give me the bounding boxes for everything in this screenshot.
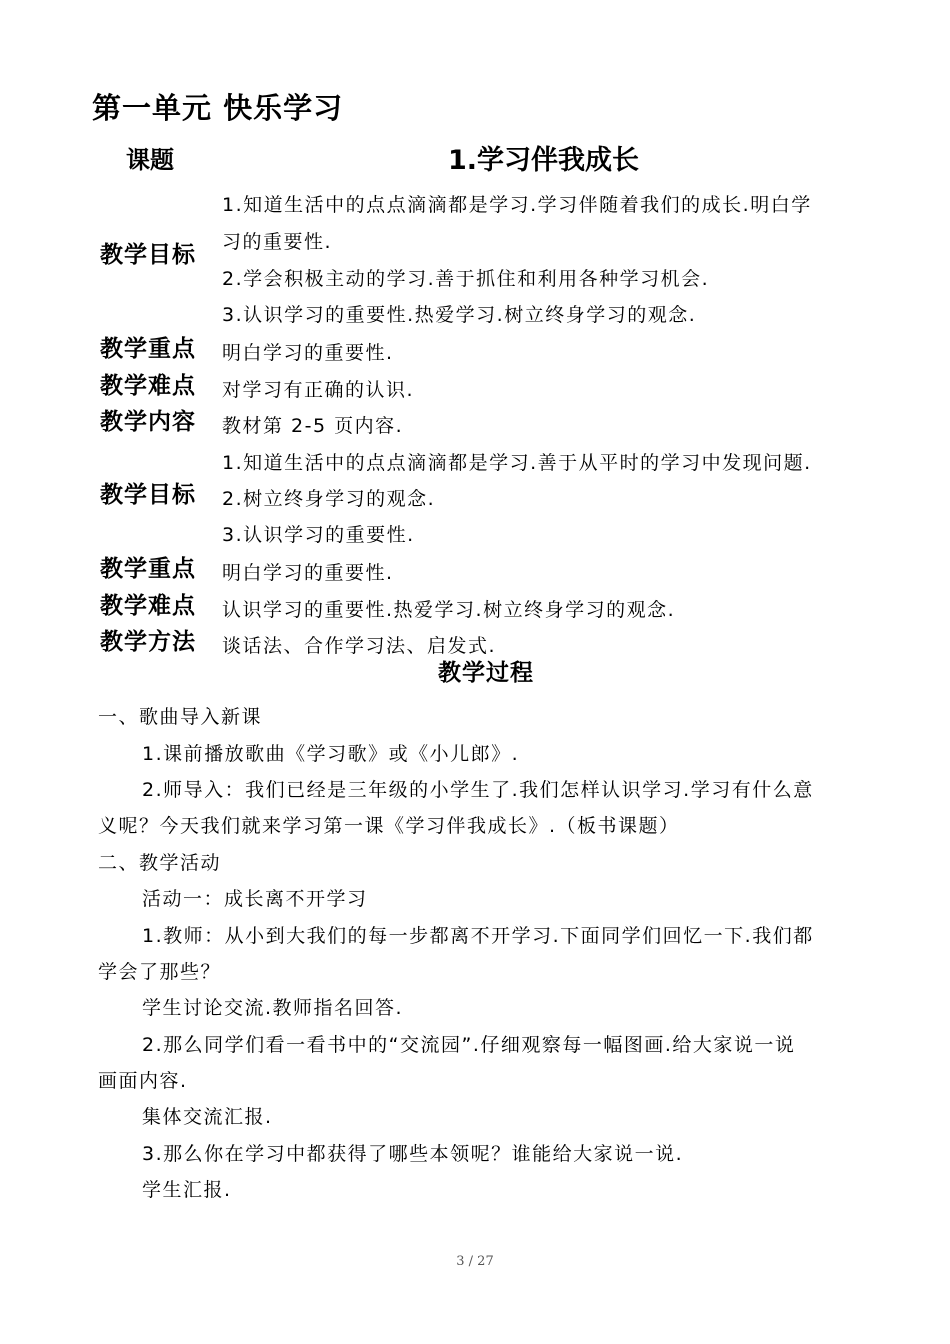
paragraph: 学会了那些？: [98, 961, 222, 983]
page-number: 3 / 27: [456, 1254, 494, 1269]
key-point-text: 明白学习的重要性.: [222, 562, 394, 584]
difficulty-label: 教学难点: [100, 373, 196, 399]
activity-heading: 活动一：成长离不开学习: [142, 888, 368, 910]
paragraph: 2.那么同学们看一看书中的“交流园”.仔细观察每一幅图画.给大家说一说: [142, 1034, 796, 1056]
goal-line: 1.知道生活中的点点滴滴都是学习.善于从平时的学习中发现问题.: [222, 452, 812, 474]
section-heading: 一、歌曲导入新课: [98, 706, 263, 728]
difficulty-text: 认识学习的重要性.热爱学习.树立终身学习的观念.: [222, 599, 676, 621]
paragraph: 1.课前播放歌曲《学习歌》或《小儿郎》.: [142, 743, 520, 765]
lesson-title: 1.学习伴我成长: [448, 145, 640, 176]
goal-line: 2.学会积极主动的学习.善于抓住和利用各种学习机会.: [222, 268, 710, 290]
key-point-text: 明白学习的重要性.: [222, 342, 394, 364]
paragraph: 学生讨论交流.教师指名回答.: [142, 997, 404, 1019]
paragraph: 2.师导入：我们已经是三年级的小学生了.我们怎样认识学习.学习有什么意: [142, 779, 814, 801]
content-text: 教材第 2-5 页内容.: [222, 415, 404, 437]
content-label: 教学内容: [100, 409, 196, 435]
goal-line: 3.认识学习的重要性.热爱学习.树立终身学习的观念.: [222, 304, 697, 326]
goal-label: 教学目标: [100, 482, 196, 508]
key-point-label: 教学重点: [100, 336, 196, 362]
process-title: 教学过程: [438, 660, 534, 686]
paragraph: 学生汇报.: [142, 1179, 232, 1201]
difficulty-label: 教学难点: [100, 593, 196, 619]
section-heading: 二、教学活动: [98, 852, 222, 874]
goal-label: 教学目标: [100, 242, 196, 268]
method-text: 谈话法、合作学习法、启发式.: [222, 635, 497, 657]
goal-line: 习的重要性.: [222, 231, 333, 253]
paragraph: 3.那么你在学习中都获得了哪些本领呢？谁能给大家说一说.: [142, 1143, 684, 1165]
key-point-label: 教学重点: [100, 556, 196, 582]
goal-line: 2.树立终身学习的观念.: [222, 488, 436, 510]
method-label: 教学方法: [100, 629, 196, 655]
goal-line: 1.知道生活中的点点滴滴都是学习.学习伴随着我们的成长.明白学: [222, 194, 812, 216]
paragraph: 义呢？今天我们就来学习第一课《学习伴我成长》.（板书课题）: [98, 815, 680, 837]
unit-title: 第一单元 快乐学习: [92, 91, 344, 125]
paragraph: 集体交流汇报.: [142, 1106, 273, 1128]
paragraph: 1.教师：从小到大我们的每一步都离不开学习.下面同学们回忆一下.我们都: [142, 925, 814, 947]
difficulty-text: 对学习有正确的认识.: [222, 379, 415, 401]
lesson-label: 课题: [126, 146, 174, 174]
goal-line: 3.认识学习的重要性.: [222, 524, 415, 546]
paragraph: 画面内容.: [98, 1070, 188, 1092]
